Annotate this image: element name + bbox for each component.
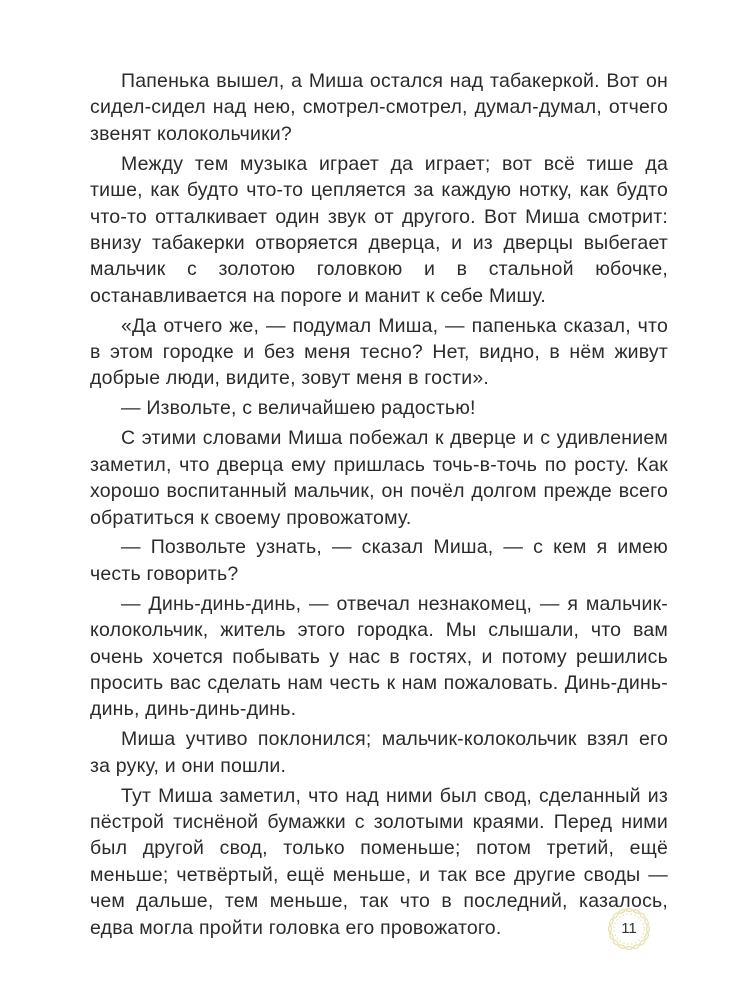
paragraph-6: — Позвольте узнать, — сказал Миша, — с кем я имею честь говорить? — [90, 536, 668, 585]
paragraph-5: С этими словами Миша побежал к дверце и с удивлением заметил, что дверца ему пришлась точь-в-точь по росту. Как хорошо воспитанный мальчик, он почёл долгом прежде всего обратиться к своему провожатому. — [90, 427, 668, 529]
page-number: 11 — [621, 920, 637, 937]
paragraph-9: Тут Миша заметил, что над ними был свод, сделанный из пёстрой тиснёной бумажки с золотыми краями. Перед ними был другой свод, только поменьше; потом третий, ещё меньше; четвёртый, ещё меньше, и так все другие своды — чем дальше, тем меньше, так что в последний, казалось, едва могла пройти головка его провожатого. — [90, 784, 668, 939]
story-text — [90, 68, 668, 945]
paragraph-4: — Извольте, с величайшею радостью! — [121, 397, 476, 420]
paragraph-3: «Да отчего же, — подумал Миша, — папенька сказал, что в этом городке и без меня тесно? Нет, видно, в нём живут добрые люди, видите, зовут меня в гости». — [90, 314, 668, 390]
paragraph-7: — Динь-динь-динь, — отвечал незнакомец, — я мальчик-колокольчик, житель этого городка. Мы слышали, что вам очень хочется побывать у нас в гостях, и потому решились просить вас сделать нам честь к нам пожаловать. Динь-динь-динь, динь-динь-динь. — [90, 592, 668, 721]
paragraph-1: Папенька вышел, а Миша остался над табакеркой. Вот он сидел-сидел над нею, смотрел-смотрел, думал-думал, отчего звенят колокольчики? — [90, 70, 668, 145]
page-number-badge — [606, 906, 652, 952]
paragraph-2: Между тем музыка играет да играет; вот всё тише да тише, как будто что-то цепляется за каждую нотку, как будто что-то отталкивает один звук от другого. Вот Миша смотрит: внизу табакерки отворяется дверца, и из дверцы выбегает мальчик с золотою головкою и в стальной юбочке, останавливается на пороге и манит к себе Мишу. — [90, 152, 668, 307]
paragraph-8: Миша учтиво поклонился; мальчик-колокольчик взял его за руку, и они пошли. — [90, 728, 668, 777]
